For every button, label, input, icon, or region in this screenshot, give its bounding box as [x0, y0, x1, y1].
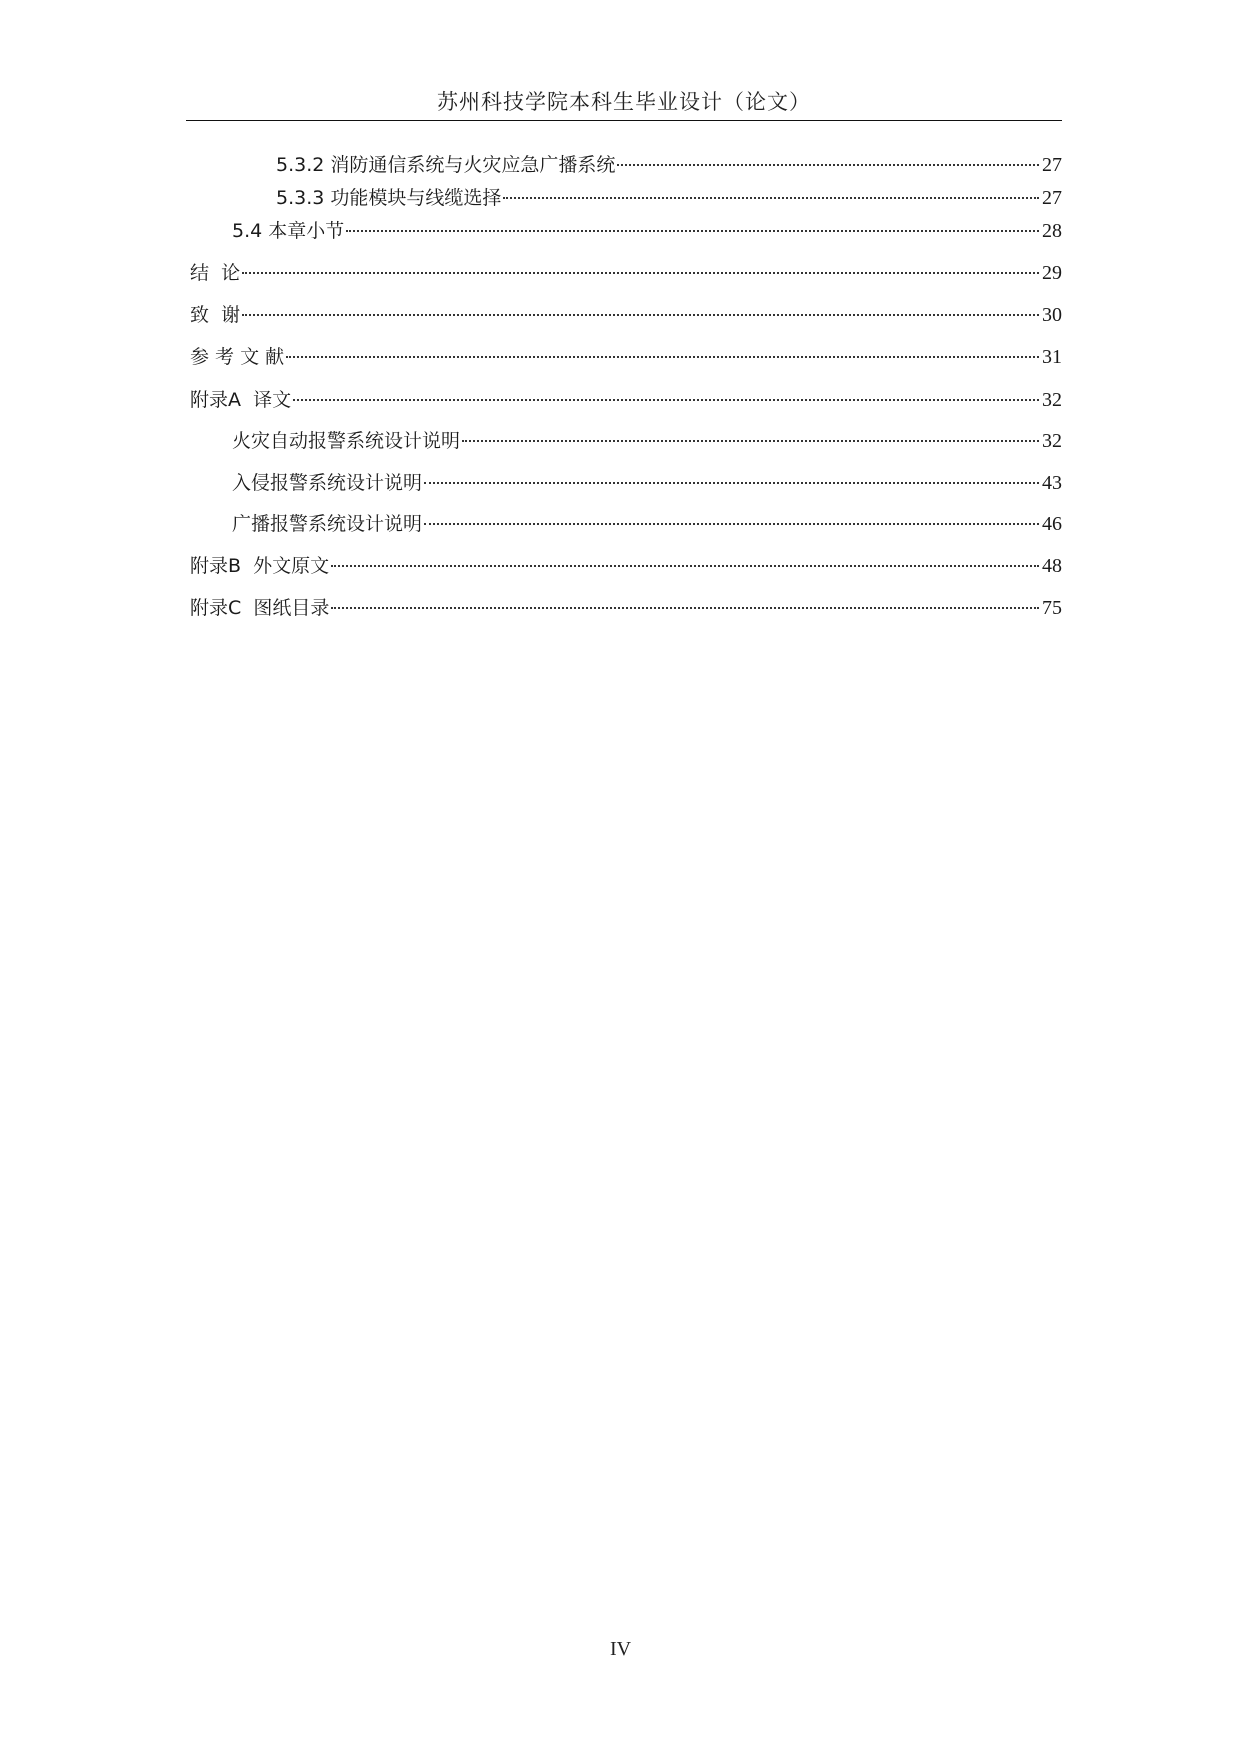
toc-entry-5-4[interactable]: [232, 216, 1062, 246]
toc-entry-references[interactable]: [190, 342, 1062, 372]
toc-dot-leader: [242, 272, 1039, 274]
toc-entry-page: 32: [1042, 430, 1062, 452]
toc-entry-label: 5.4 本章小节: [232, 220, 345, 242]
toc-entry-label: 5.3.2 消防通信系统与火灾应急广播系统: [276, 154, 616, 176]
toc-entry-page: 48: [1042, 555, 1062, 577]
toc-entry-conclusion[interactable]: [190, 258, 1062, 288]
toc-entry-intrusion-alarm-design[interactable]: [232, 468, 1062, 498]
toc-entry-page: 46: [1042, 513, 1062, 535]
toc-entry-acknowledgements[interactable]: [190, 300, 1062, 330]
toc-entry-appendix-c[interactable]: [190, 593, 1062, 623]
toc-entry-label: 结 论: [190, 262, 241, 284]
toc-entry-page: 75: [1042, 597, 1062, 619]
toc-entry-label: 5.3.3 功能模块与线缆选择: [276, 187, 502, 209]
toc-entry-label: 致 谢: [190, 304, 241, 326]
toc-entry-fire-alarm-design[interactable]: [232, 426, 1062, 456]
toc-entry-label: 附录B 外文原文: [190, 555, 330, 577]
page-number: IV: [609, 1638, 632, 1660]
toc-entry-5-3-3[interactable]: [276, 183, 1062, 213]
toc-entry-page: 29: [1042, 262, 1062, 284]
toc-dot-leader: [331, 565, 1039, 567]
toc-entry-page: 28: [1042, 220, 1062, 242]
toc-dot-leader: [617, 164, 1039, 166]
toc-entry-page: 27: [1042, 154, 1062, 176]
toc-dot-leader: [286, 356, 1039, 358]
toc-entry-label: 入侵报警系统设计说明: [232, 472, 423, 494]
toc-entry-broadcast-alarm-design[interactable]: [232, 509, 1062, 539]
toc-dot-leader: [293, 399, 1039, 401]
toc-dot-leader: [424, 523, 1039, 525]
toc-dot-leader: [331, 607, 1039, 609]
toc-entry-page: 43: [1042, 472, 1062, 494]
header-rule: [186, 120, 1062, 121]
toc-dot-leader: [424, 482, 1039, 484]
toc-entry-label: 附录A 译文: [190, 389, 292, 411]
toc-entry-page: 30: [1042, 304, 1062, 326]
toc-dot-leader: [462, 440, 1039, 442]
toc-dot-leader: [242, 314, 1039, 316]
toc-entry-page: 27: [1042, 187, 1062, 209]
toc-entry-page: 32: [1042, 389, 1062, 411]
toc-entry-5-3-2[interactable]: [276, 150, 1062, 180]
running-header-title: 苏州科技学院本科生毕业设计（论文）: [437, 90, 811, 114]
toc-entry-label: 火灾自动报警系统设计说明: [232, 430, 461, 452]
toc-entry-appendix-a[interactable]: [190, 385, 1062, 415]
toc-dot-leader: [346, 230, 1039, 232]
toc-entry-label: 参 考 文 献: [190, 346, 285, 368]
toc-entry-label: 附录C 图纸目录: [190, 597, 330, 619]
toc-dot-leader: [503, 197, 1039, 199]
toc-entry-page: 31: [1042, 346, 1062, 368]
toc-entry-label: 广播报警系统设计说明: [232, 513, 423, 535]
toc-entry-appendix-b[interactable]: [190, 551, 1062, 581]
